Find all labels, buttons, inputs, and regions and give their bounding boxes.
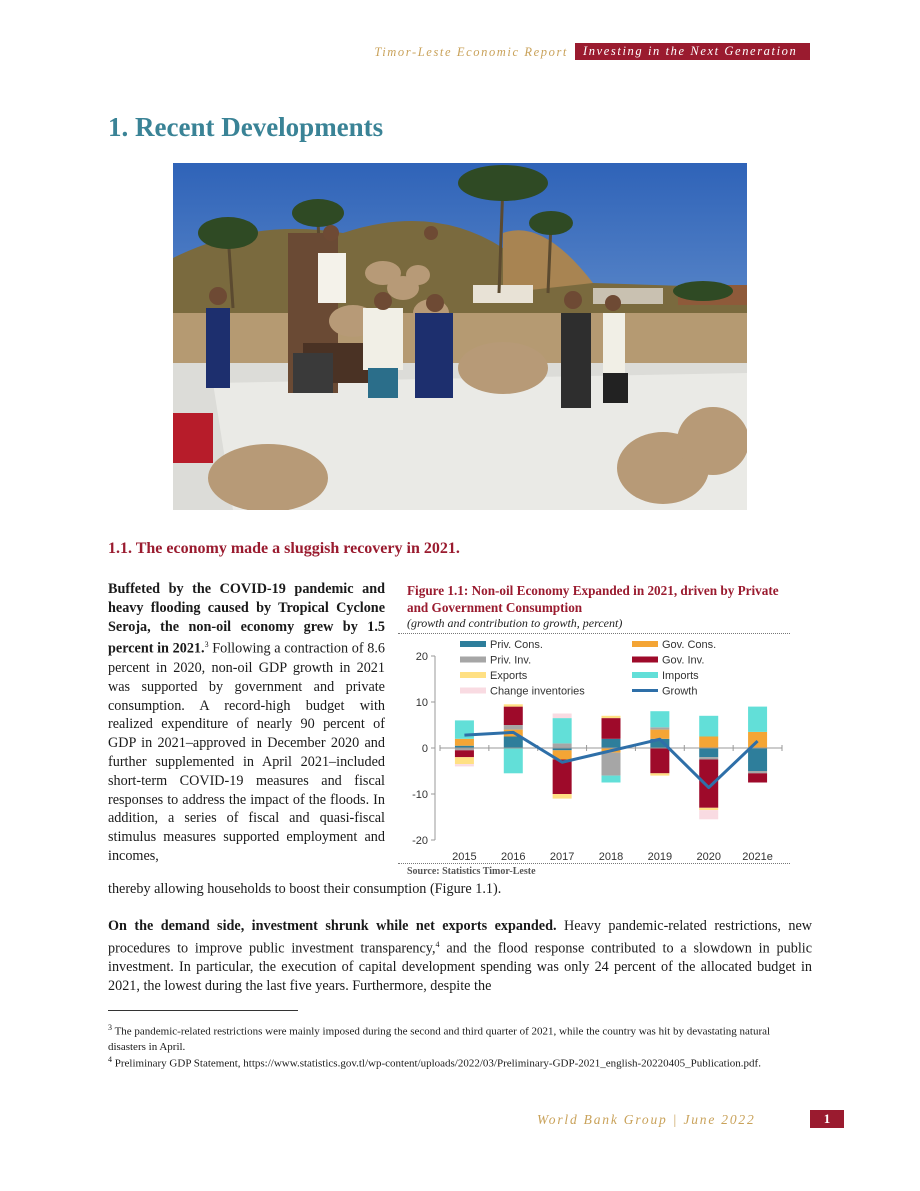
bar-segment [504, 725, 523, 730]
footnote-ref-4: 4 [435, 939, 440, 949]
bar-segment [553, 718, 572, 743]
bar-segment [650, 727, 669, 729]
cover-photo [173, 163, 747, 510]
bar-segment [699, 810, 718, 819]
x-tick-label: 2018 [598, 851, 624, 863]
page-header [0, 43, 920, 63]
legend-swatch [460, 688, 486, 694]
paragraph-2 [108, 917, 812, 996]
paragraph-2-body-b: and the flood response contributed to a slowdown in public investment. In particular, the execution of capital development spending was only 24 percent of the allocated budget in 2021, the lowest during the last five years. Furthermore, despite the [108, 940, 813, 995]
footnote-4-num: 4 [108, 1055, 112, 1064]
footer-date: June 2022 [683, 1112, 756, 1127]
y-tick-label: 0 [421, 743, 428, 755]
bar-segment [455, 739, 474, 746]
x-axis [452, 851, 773, 863]
footnote-ref-3: 3 [204, 640, 209, 650]
bar-segment [748, 773, 767, 782]
bar-segment [699, 716, 718, 737]
bar-segment [650, 773, 669, 775]
section-title: 1. Recent Developments [108, 112, 384, 142]
footnote-3-text: The pandemic-related restrictions were mainly imposed during the second and third quarter of 2021, while the country was hit by devastating natural disasters in April. [108, 1025, 771, 1054]
legend-label: Imports [662, 670, 699, 682]
figure-subtitle: (growth and contribution to growth, percent) [407, 616, 623, 630]
y-tick-label: -20 [412, 835, 428, 847]
bar-segment [602, 776, 621, 783]
report-subtitle: Investing in the Next Generation [575, 43, 810, 60]
footer-org-name: World Bank Group [537, 1112, 668, 1127]
paragraph-1 [108, 580, 385, 866]
bar-segment [455, 757, 474, 764]
bar-segment [699, 737, 718, 749]
x-tick-label: 2020 [696, 851, 721, 863]
legend-label: Change inventories [490, 685, 585, 698]
bar-segment [504, 737, 523, 749]
bar-segment [699, 808, 718, 810]
legend-swatch [632, 672, 658, 678]
paragraph-1-tail: thereby allowing households to boost their consumption (Figure 1.1). [108, 881, 502, 897]
x-tick-label: 2016 [501, 851, 526, 863]
bar-segment [553, 743, 572, 748]
bar-segment [602, 753, 621, 776]
bar-segment [553, 794, 572, 799]
growth-contribution-chart [398, 634, 792, 864]
x-tick-label: 2019 [647, 851, 673, 863]
legend-swatch [460, 672, 486, 678]
y-tick-label: -10 [412, 789, 428, 801]
bar-segment [650, 730, 669, 739]
paragraph-1-lead: Buffeted by the COVID-19 pandemic and heavy flooding caused by Tropical Cyclone Seroja, the non-oil economy grew by 1.5 percent in 2021. [108, 581, 385, 658]
bar-segment [650, 711, 669, 727]
bar-segment [553, 714, 572, 719]
figure-title: Figure 1.1: Non-oil Economy Expanded in 2021, driven by Private and Government Consumption [407, 583, 779, 615]
page-number: 1 [810, 1110, 844, 1128]
y-tick-label: 10 [415, 697, 428, 709]
report-title: Timor-Leste Economic Report [374, 45, 568, 59]
legend-label: Priv. Inv. [490, 654, 532, 667]
paragraph-1-body: Following a contraction of 8.6 percent in 2020, non-oil GDP growth in 2021 was supported by government and private consumption. A record-high budget with realized expenditure of nearly 90 percent of GDP in 2021–approved in December 2020 and further supplemented in April 2021–included short-term COVID-19 measures and fiscal responses to address the impact of the floods. In addition, a series of fiscal and quasi-fiscal stimulus measures supported employment and incomes, [108, 641, 385, 864]
chart-legend [460, 639, 716, 698]
legend-label: Growth [662, 685, 698, 698]
bar-segment [650, 748, 669, 773]
legend-label: Priv. Cons. [490, 639, 543, 651]
legend-label: Gov. Inv. [662, 654, 705, 667]
bar-segment [553, 760, 572, 795]
footer-org [537, 1112, 756, 1128]
footnote-3-num: 3 [108, 1023, 112, 1032]
bar-segment [699, 748, 718, 757]
bar-segment [602, 716, 621, 718]
bar-segment [748, 707, 767, 732]
legend-label: Exports [490, 670, 528, 682]
subsection-title: 1.1. The economy made a sluggish recovery in 2021. [108, 540, 460, 557]
legend-swatch [460, 641, 486, 647]
legend-swatch [460, 657, 486, 663]
bar-segment [504, 707, 523, 725]
footnote-4 [108, 1052, 808, 1072]
legend-swatch [632, 641, 658, 647]
bar-segment [699, 757, 718, 759]
bar-segment [455, 750, 474, 757]
bar-segment [455, 764, 474, 766]
footnote-4-text: Preliminary GDP Statement, https://www.statistics.gov.tl/wp-content/uploads/2022/03/Preliminary-GDP-2021_english-20220405_Publication.pdf. [114, 1057, 761, 1070]
bar-series [455, 704, 767, 819]
paragraph-2-lead: On the demand side, investment shrunk while net exports expanded. [108, 918, 557, 934]
paragraph-2-body-a: Heavy pandemic-related restrictions, new procedures to improve public investment transparency, [108, 918, 812, 957]
bar-segment [748, 771, 767, 773]
x-tick-label: 2021e [742, 851, 773, 863]
bar-segment [699, 760, 718, 808]
figure-source: Source: Statistics Timor-Leste [407, 866, 536, 877]
legend-label: Gov. Cons. [662, 639, 717, 651]
figure-bottom-rule [398, 863, 790, 864]
x-tick-label: 2015 [452, 851, 477, 863]
y-axis [412, 651, 435, 847]
footnote-rule [108, 1010, 298, 1011]
bar-segment [504, 748, 523, 773]
x-tick-label: 2017 [549, 851, 575, 863]
y-tick-label: 20 [415, 651, 428, 663]
bar-segment [602, 718, 621, 739]
bar-segment [602, 739, 621, 748]
legend-swatch [632, 657, 658, 663]
bar-segment [504, 704, 523, 706]
footer-separator: | [672, 1112, 679, 1127]
photo-illustration [173, 163, 747, 510]
bar-segment [748, 748, 767, 771]
footnote-3 [108, 1020, 808, 1056]
